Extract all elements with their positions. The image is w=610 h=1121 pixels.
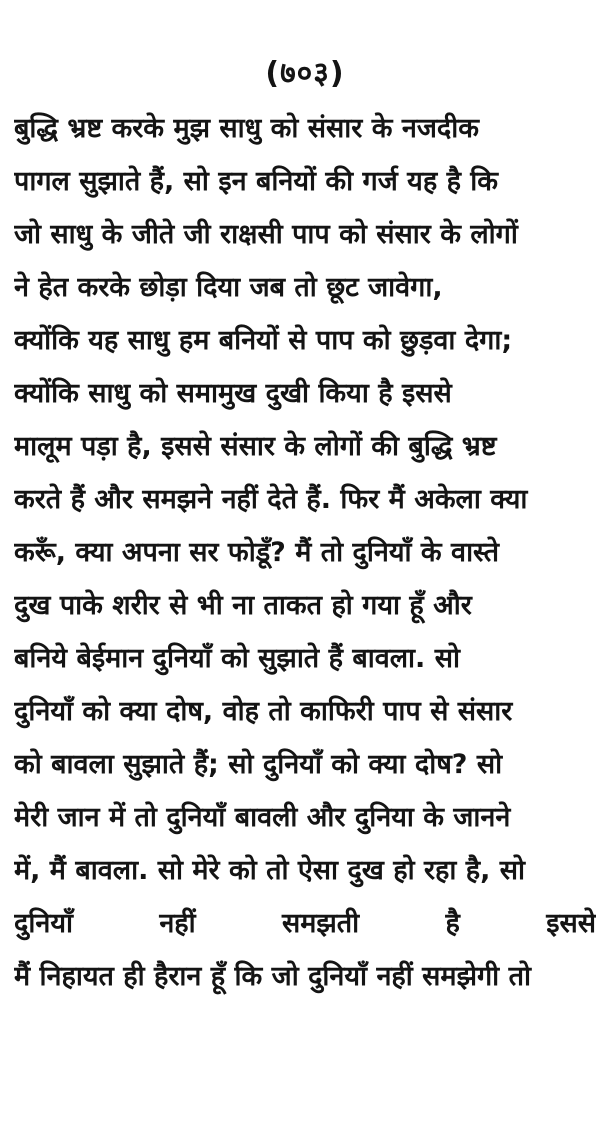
text-line-6: क्योंकि साधु को समामुख दुखी किया है इससे [14, 378, 452, 409]
text-line-10: दुख पाके शरीर से भी ना ताकत हो गया हूँ और [14, 590, 472, 621]
text-line-16-word-5: इससे [546, 908, 596, 939]
text-line-3: जो साधु के जीते जी राक्षसी पाप को संसार के लोगों [14, 219, 518, 250]
text-line-16 [14, 902, 596, 946]
text-line-13: को बावला सुझाते हैं; सो दुनियाँ को क्या दोष? सो [14, 749, 503, 780]
text-line-9: करूँ, क्या अपना सर फोडूँ? मैं तो दुनियाँ के वास्ते [14, 537, 499, 568]
text-line-14: मेरी जान में तो दुनियाँ बावली और दुनिया के जानने [14, 802, 511, 833]
text-line-7: मालूम पड़ा है, इससे संसार के लोगों की बुद्धि भ्रष्ट [14, 431, 497, 462]
text-line-2: पागल सुझाते हैं, सो इन बनियों की गर्ज यह है कि [14, 166, 499, 197]
text-line-8: करते हैं और समझने नहीं देते हैं. फिर मैं अकेला क्या [14, 484, 528, 515]
text-line-16-word-4: है [445, 908, 460, 939]
text-line-16-word-3: समझती [281, 908, 360, 939]
text-line-4: ने हेत करके छोड़ा दिया जब तो छूट जावेगा, [14, 272, 443, 303]
page-number: (७०३) [265, 56, 345, 91]
text-line-17: मैं निहायत ही हैरान हूँ कि जो दुनियाँ नहीं समझेगी तो [14, 961, 531, 992]
text-line-16-word-1: दुनियाँ [14, 908, 73, 939]
text-line-12: दुनियाँ को क्या दोष, वोह तो काफिरी पाप से संसार [14, 696, 513, 727]
text-line-11: बनिये बेईमान दुनियाँ को सुझाते हैं बावला. सो [14, 643, 460, 674]
text-line-5: क्योंकि यह साधु हम बनियों से पाप को छुड़वा देगा; [14, 325, 513, 356]
text-line-1: बुद्धि भ्रष्ट करके मुझ साधु को संसार के नजदीक [14, 113, 479, 144]
text-line-16-word-2: नहीं [159, 908, 196, 939]
text-line-15: में, मैं बावला. सो मेरे को तो ऐसा दुख हो रहा है, सो [14, 855, 526, 886]
